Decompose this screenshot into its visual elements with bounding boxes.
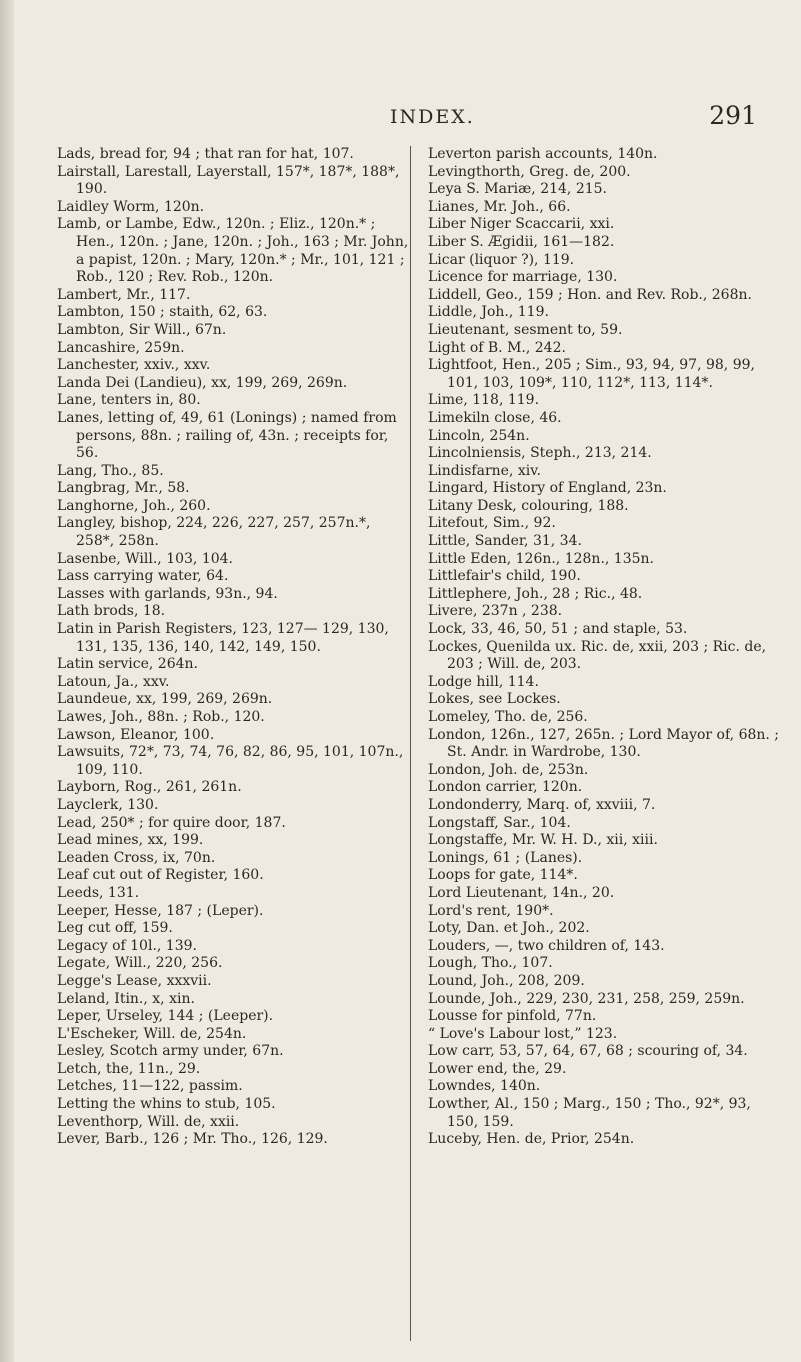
index-entry: Langbrag, Mr., 58.: [57, 480, 190, 497]
index-entry: Letches, 11—122, passim.: [57, 1078, 243, 1095]
index-entry: Laidley Worm, 120n.: [57, 198, 205, 215]
index-entry: Latin service, 264n.: [57, 656, 198, 673]
index-entry: Little, Sander, 31, 34.: [428, 533, 582, 550]
index-entry: Lincoln, 254n.: [428, 427, 530, 444]
index-entry: Lamb, or Lambe, Edw., 120n. ; Eliz., 120n.* ; Hen., 120n. ; Jane, 120n. ; Joh., 163 ; Mr. John, a papist, 120n. ; Mary, 120n.* ; Mr., 101, 121 ; Rob., 120 ; Rev. Rob., 120n.: [57, 216, 409, 286]
index-entry: “ Love's Labour lost,” 123.: [428, 1025, 618, 1042]
index-entry: Leper, Urseley, 144 ; (Leeper).: [57, 1008, 274, 1025]
index-entry: Levingthorth, Greg. de, 200.: [428, 163, 631, 180]
index-entry: Lockes, Quenilda ux. Ric. de, xxii, 203 ; Ric. de, 203 ; Will. de, 203.: [428, 638, 767, 673]
index-entry: Latoun, Ja., xxv.: [57, 673, 170, 690]
index-entry: Leverton parish accounts, 140n.: [428, 146, 658, 162]
index-entry: Litany Desk, colouring, 188.: [428, 497, 629, 514]
index-entry: Lower end, the, 29.: [428, 1060, 567, 1077]
index-entry: Lasses with garlands, 93n., 94.: [57, 585, 278, 602]
index-entry: Livere, 237n , 238.: [428, 603, 563, 620]
index-entry: Loty, Dan. et Joh., 202.: [428, 920, 590, 937]
index-entry: Lonings, 61 ; (Lanes).: [428, 849, 583, 866]
index-entry: Lousse for pinfold, 77n.: [428, 1008, 597, 1025]
index-entry: Loops for gate, 114*.: [428, 867, 578, 884]
index-entry: Laundeue, xx, 199, 269, 269n.: [57, 691, 273, 708]
index-entry: Liber S. Ægidii, 161—182.: [428, 233, 615, 250]
page-number: 291: [709, 101, 757, 130]
index-entry: Littlephere, Joh., 28 ; Ric., 48.: [428, 585, 643, 602]
column-divider: [410, 146, 411, 1341]
index-entry: Leya S. Mariæ, 214, 215.: [428, 181, 607, 198]
index-entry: Layclerk, 130.: [57, 796, 159, 813]
index-entry: Leg cut off, 159.: [57, 920, 173, 937]
index-entry: Lomeley, Tho. de, 256.: [428, 709, 588, 725]
index-entry: Little Eden, 126n., 128n., 135n.: [428, 550, 654, 567]
index-entry: Lowther, Al., 150 ; Marg., 150 ; Tho., 92*, 93, 150, 159.: [428, 1096, 751, 1130]
index-entry: Liddell, Geo., 159 ; Hon. and Rev. Rob., 268n.: [428, 286, 752, 303]
index-entry: Lough, Tho., 107.: [428, 955, 553, 972]
index-entry: Longstaffe, Mr. W. H. D., xii, xiii.: [428, 832, 658, 849]
running-head: [0, 102, 801, 132]
index-entry: Lindisfarne, xiv.: [428, 462, 541, 479]
index-entry: Littlefair's child, 190.: [428, 568, 581, 585]
index-entry: Lowndes, 140n.: [428, 1078, 541, 1095]
index-entry: Lightfoot, Hen., 205 ; Sim., 93, 94, 97, 98, 99, 101, 103, 109*, 110, 112*, 113, 114*.: [428, 357, 755, 391]
index-entry: Leaf cut out of Register, 160.: [57, 867, 264, 884]
index-entry: Lokes, see Lockes.: [428, 691, 561, 708]
running-head-title: INDEX.: [390, 106, 475, 128]
index-entry: Lancashire, 259n.: [57, 339, 185, 356]
index-entry: Lane, tenters in, 80.: [57, 392, 201, 409]
index-entry: Light of B. M., 242.: [428, 339, 566, 356]
index-entry: Liddle, Joh., 119.: [428, 304, 549, 321]
index-entry: Lesley, Scotch army under, 67n.: [57, 1043, 284, 1060]
index-entry: Leeper, Hesse, 187 ; (Leper).: [57, 902, 264, 919]
index-entry: London carrier, 120n.: [428, 779, 583, 796]
index-entry: Lianes, Mr. Joh., 66.: [428, 198, 571, 215]
index-entry: Lambton, 150 ; staith, 62, 63.: [57, 304, 268, 321]
index-entry: Lanes, letting of, 49, 61 (Lonings) ; named from persons, 88n. ; railing of, 43n. ; receipts for, 56.: [57, 409, 397, 462]
index-entry: Lambert, Mr., 117.: [57, 286, 191, 303]
index-entry: Lime, 118, 119.: [428, 392, 540, 409]
index-entry: Langhorne, Joh., 260.: [57, 497, 211, 514]
index-entry: L'Escheker, Will. de, 254n.: [57, 1025, 247, 1042]
index-entry: Lead mines, xx, 199.: [57, 832, 204, 849]
index-entry: Litefout, Sim., 92.: [428, 515, 556, 532]
index-entry: Licar (liquor ?), 119.: [428, 251, 575, 268]
index-entry: Lawson, Eleanor, 100.: [57, 726, 215, 743]
index-entry: Langley, bishop, 224, 226, 227, 257, 257n.*, 258*, 258n.: [57, 515, 371, 550]
index-entry: Lead, 250* ; for quire door, 187.: [57, 814, 286, 831]
index-entry: Layborn, Rog., 261, 261n.: [57, 779, 242, 796]
index-entry: London, 126n., 127, 265n. ; Lord Mayor of, 68n. ; St. Andr. in Wardrobe, 130.: [428, 726, 780, 761]
index-entry: Latin in Parish Registers, 123, 127— 129, 130, 131, 135, 136, 140, 142, 149, 150.: [57, 621, 389, 655]
index-entry: Letting the whins to stub, 105.: [57, 1096, 276, 1113]
index-entry: Lever, Barb., 126 ; Mr. Tho., 126, 129.: [57, 1131, 328, 1148]
index-entry: Lock, 33, 46, 50, 51 ; and staple, 53.: [428, 621, 688, 638]
index-entry: Lord's rent, 190*.: [428, 902, 554, 919]
index-entry: Longstaff, Sar., 104.: [428, 814, 571, 831]
index-entry: Legge's Lease, xxxvii.: [57, 972, 212, 989]
index-entry: Lang, Tho., 85.: [57, 462, 164, 479]
index-entry: Lord Lieutenant, 14n., 20.: [428, 884, 615, 901]
index-entry: Lodge hill, 114.: [428, 673, 539, 690]
index-entry: Lass carrying water, 64.: [57, 568, 229, 585]
index-entry: Lads, bread for, 94 ; that ran for hat, 107.: [57, 146, 354, 162]
index-entry: Lath brods, 18.: [57, 603, 166, 620]
index-entry: Legacy of 10l., 139.: [57, 937, 197, 954]
index-entry: Leeds, 131.: [57, 884, 140, 901]
index-entry: Lairstall, Larestall, Layerstall, 157*, 187*, 188*, 190.: [57, 163, 400, 198]
index-entry: Lieutenant, sesment to, 59.: [428, 321, 623, 338]
index-entry: Landa Dei (Landieu), xx, 199, 269, 269n.: [57, 374, 348, 391]
index-column-right: [428, 146, 783, 1149]
index-entry: Lingard, History of England, 23n.: [428, 480, 667, 497]
index-entry: Liber Niger Scaccarii, xxi.: [428, 216, 615, 233]
index-column-left: [57, 146, 412, 1149]
index-entry: Luceby, Hen. de, Prior, 254n.: [428, 1131, 635, 1148]
index-entry: Limekiln close, 46.: [428, 409, 562, 426]
index-entry: Letch, the, 11n., 29.: [57, 1060, 201, 1077]
index-entry: Lound, Joh., 208, 209.: [428, 972, 585, 989]
index-entry: Licence for marriage, 130.: [428, 269, 618, 286]
index-entry: Louders, —, two children of, 143.: [428, 937, 665, 954]
index-entry: Leaden Cross, ix, 70n.: [57, 849, 216, 866]
index-entry: Londonderry, Marq. of, xxviii, 7.: [428, 796, 656, 813]
index-entry: Lounde, Joh., 229, 230, 231, 258, 259, 259n.: [428, 990, 745, 1007]
index-entry: Leland, Itin., x, xin.: [57, 990, 195, 1007]
index-entry: Low carr, 53, 57, 64, 67, 68 ; scouring of, 34.: [428, 1043, 748, 1060]
page-edge: [0, 0, 14, 1362]
index-entry: London, Joh. de, 253n.: [428, 761, 589, 778]
index-entry: Lambton, Sir Will., 67n.: [57, 321, 227, 338]
index-entry: Lasenbe, Will., 103, 104.: [57, 550, 233, 567]
index-entry: Lanchester, xxiv., xxv.: [57, 357, 211, 374]
index-entry: Leventhorp, Will. de, xxii.: [57, 1113, 240, 1130]
index-entry: Lawes, Joh., 88n. ; Rob., 120.: [57, 709, 265, 725]
index-entry: Lincolniensis, Steph., 213, 214.: [428, 445, 652, 462]
index-entry: Legate, Will., 220, 256.: [57, 955, 223, 972]
index-entry: Lawsuits, 72*, 73, 74, 76, 82, 86, 95, 101, 107n., 109, 110.: [57, 744, 404, 778]
